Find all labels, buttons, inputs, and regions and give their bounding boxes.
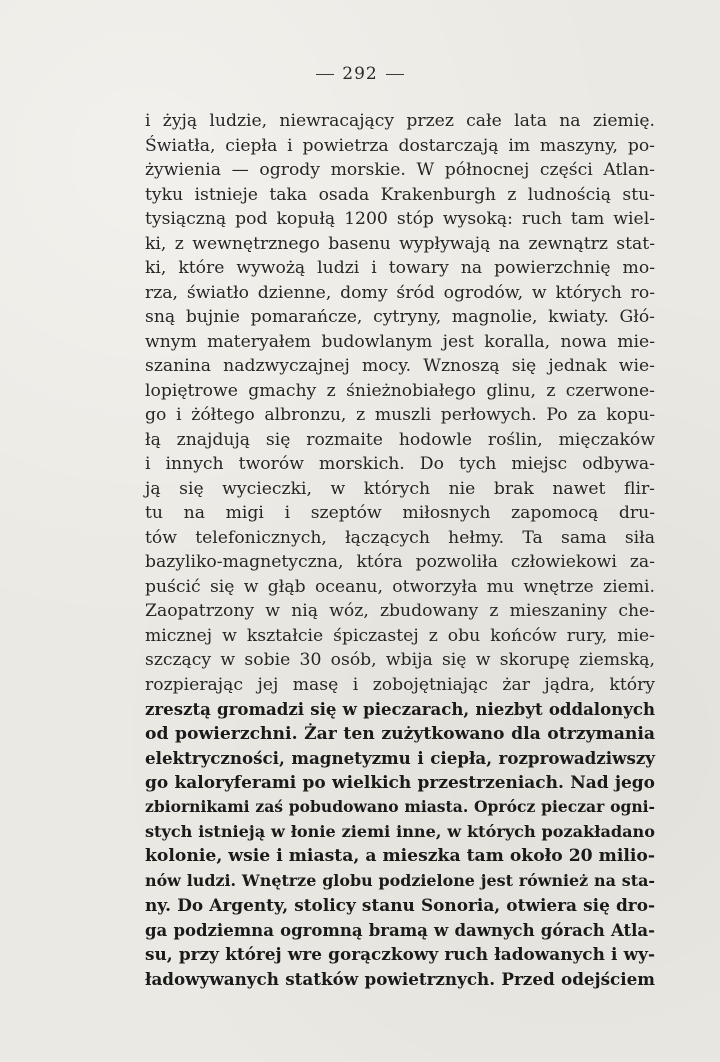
text-line: zbiornikami zaś pobudowano miasta. Oprócz pieczar ogni- xyxy=(145,797,655,816)
header-dash-right xyxy=(386,74,404,75)
text-line: łą znajdują się rozmaite hodowle roślin, mięczaków xyxy=(145,429,655,450)
text-line: bazyliko-magnetyczna, która pozwoliła człowiekowi za- xyxy=(145,552,655,572)
text-line: i innych tworów morskich. Do tych miejsc odbywa- xyxy=(145,454,655,474)
text-line: wnym materyałem budowlanym jest koralla, nowa mie- xyxy=(145,331,655,352)
text-line: od powierzchni. Żar ten zużytkowano dla otrzymania xyxy=(145,723,655,744)
text-line: tów telefonicznych, łączących hełmy. Ta sama siła xyxy=(145,527,655,548)
text-line: zresztą gromadzi się w pieczarach, niezbyt oddalonych xyxy=(145,699,655,719)
text-line: tu na migi i szeptów miłosnych zapomocą dru- xyxy=(145,503,655,523)
text-line: ny. Do Argenty, stolicy stanu Sonoria, otwiera się dro- xyxy=(145,895,655,915)
text-line: ją się wycieczki, w których nie brak nawet flir- xyxy=(145,478,655,499)
text-line: go i żółtego albronzu, z muszli perłowych. Po za kopu- xyxy=(145,405,655,425)
text-line: ga podziemna ogromną bramą w dawnych górach Atla- xyxy=(145,919,655,940)
text-line: Światła, ciepła i powietrza dostarczają im maszyny, po- xyxy=(145,135,655,156)
text-line: sną bujnie pomarańcze, cytryny, magnolie, kwiaty. Głó- xyxy=(145,307,655,327)
text-line: ładowywanych statków powietrznych. Przed odejściem xyxy=(145,968,655,989)
text-line: i żyją ludzie, niewracający przez całe lata na ziemię. xyxy=(145,111,655,131)
text-line: rza, światło dzienne, domy śród ogrodów, w których ro- xyxy=(145,282,655,303)
text-line: żywienia — ogrody morskie. W północnej części Atlan- xyxy=(145,160,655,180)
page-number: 292 xyxy=(342,64,378,84)
text-line: ki, które wywożą ludzi i towary na powierzchnię mo- xyxy=(145,258,655,278)
text-line: elektryczności, magnetyzmu i ciepła, rozprowadziwszy xyxy=(145,748,655,768)
text-line: stych istnieją w łonie ziemi inne, w których pozakładano xyxy=(145,821,655,841)
text-line: tysiączną pod kopułą 1200 stóp wysoką: ruch tam wiel- xyxy=(145,209,655,229)
header-dash-left xyxy=(316,74,334,75)
text-line: nów ludzi. Wnętrze globu podzielone jest również na sta- xyxy=(145,870,655,890)
text-line: rozpierając jej masę i zobojętniając żar jądra, który xyxy=(145,674,655,695)
text-line: kolonie, wsie i miasta, a mieszka tam około 20 milio- xyxy=(145,846,655,866)
text-line: puścić się w głąb oceanu, otworzyła mu wnętrze ziemi. xyxy=(145,576,655,597)
text-line: szanina nadzwyczajnej mocy. Wznoszą się jednak wie- xyxy=(145,356,655,376)
text-line: szczący w sobie 30 osób, wbija się w skorupę ziemską, xyxy=(145,650,655,670)
text-line: su, przy której wre gorączkowy ruch ładowanych i wy- xyxy=(145,944,655,964)
body-text xyxy=(145,109,655,991)
text-line: ki, z wewnętrznego basenu wypływają na zewnątrz stat- xyxy=(145,233,655,254)
text-line: go kaloryferami po wielkich przestrzeniach. Nad jego xyxy=(145,772,655,793)
text-line: tyku istnieje taka osada Krakenburgh z ludnością stu- xyxy=(145,184,655,205)
text-line: Zaopatrzony w nią wóz, zbudowany z mieszaniny che- xyxy=(145,601,655,621)
page-header xyxy=(0,64,720,84)
text-line: lopiętrowe gmachy z śnieżnobiałego glinu, z czerwone- xyxy=(145,380,655,401)
text-line: micznej w kształcie śpiczastej z obu końców rury, mie- xyxy=(145,625,655,646)
